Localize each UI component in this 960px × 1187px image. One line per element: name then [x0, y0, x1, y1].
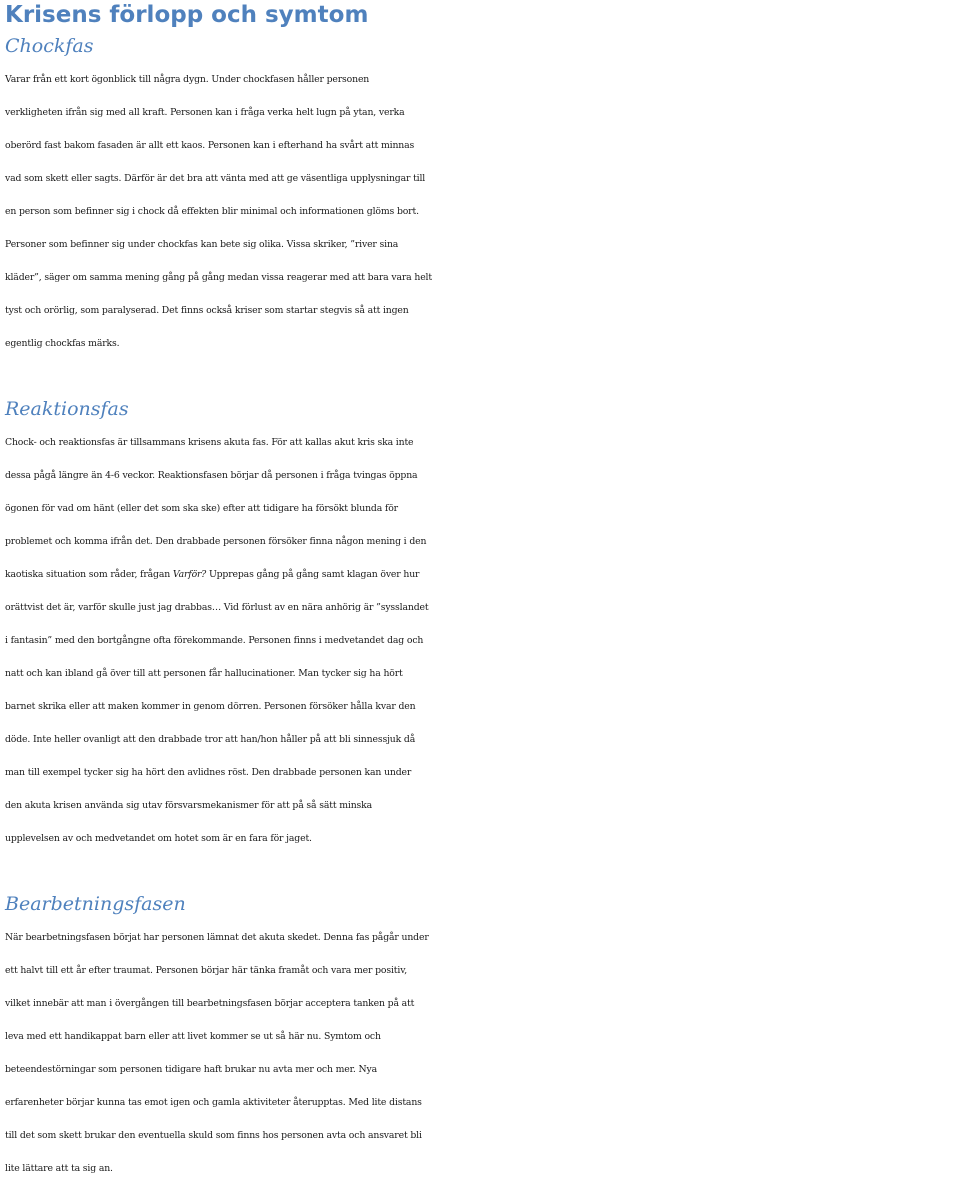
section-chockfas: [5, 30, 960, 360]
text-line: vilket innebär att man i övergången till bearbetningsfasen börjar acceptera tanken på att: [5, 998, 415, 1009]
text-line: kläder”, säger om samma mening gång på gång medan vissa reagerar med att bara vara helt: [5, 272, 432, 283]
section-spacer: [5, 360, 960, 393]
text-line: ett halvt till ett år efter traumat. Personen börjar här tänka framåt och vara mer positiv,: [5, 965, 408, 976]
text-line: upplevelsen av och medvetandet om hotet som är en fara för jaget.: [5, 833, 312, 844]
text-line: barnet skrika eller att maken kommer in genom dörren. Personen försöker hålla kvar den: [5, 701, 416, 712]
text-line: den akuta krisen använda sig utav försvarsmekanismer för att på så sätt minska: [5, 800, 373, 811]
text-line: Varar från ett kort ögonblick till några dygn. Under chockfasen håller personen: [5, 74, 370, 85]
section-bearbetningsfasen: [5, 888, 960, 1185]
document-page: [5, 0, 960, 1185]
italic-question: Varför?: [172, 569, 207, 580]
text-line: till det som skett brukar den eventuella skuld som finns hos personen avta och ansvaret bli: [5, 1130, 422, 1141]
text-line: vad som skett eller sagts. Därför är det bra att vänta med att ge väsentliga upplysningar till: [5, 173, 426, 184]
text-line: egentlig chockfas märks.: [5, 338, 120, 349]
text-line: problemet och komma ifrån det. Den drabbade personen försöker finna någon mening i den: [5, 536, 427, 547]
text-line: ögonen för vad om hänt (eller det som ska ske) efter att tidigare ha försökt blunda för: [5, 503, 398, 514]
text-run: kaotiska situation som råder, frågan: [5, 569, 173, 580]
section-spacer: [5, 855, 960, 888]
text-line: När bearbetningsfasen börjat har personen lämnat det akuta skedet. Denna fas pågår under: [5, 932, 429, 943]
text-line: Chock- och reaktionsfas är tillsammans krisens akuta fas. För att kallas akut kris ska inte: [5, 437, 414, 448]
text-line: orättvist det är, varför skulle just jag drabbas… Vid förlust av en nära anhörig är ”sysslandet: [5, 602, 429, 613]
section-reaktionsfas: [5, 393, 960, 855]
text-line-mixed: [5, 558, 960, 591]
text-line: man till exempel tycker sig ha hört den avlidnes röst. Den drabbade personen kan under: [5, 767, 412, 778]
document-title: Krisens förlopp och symtom: [5, 2, 369, 28]
section-heading: Bearbetningsfasen: [5, 893, 186, 915]
text-line: dessa pågå längre än 4-6 veckor. Reaktionsfasen börjar då personen i fråga tvingas öppna: [5, 470, 418, 481]
text-line: Personer som befinner sig under chockfas kan bete sig olika. Vissa skriker, ”river sina: [5, 239, 399, 250]
section-body: [5, 63, 960, 360]
section-body: [5, 426, 960, 855]
text-line: erfarenheter börjar kunna tas emot igen och gamla aktiviteter återupptas. Med lite distans: [5, 1097, 422, 1108]
text-line: oberörd fast bakom fasaden är allt ett kaos. Personen kan i efterhand ha svårt att minnas: [5, 140, 415, 151]
text-line: beteendestörningar som personen tidigare haft brukar nu avta mer och mer. Nya: [5, 1064, 377, 1075]
text-line: döde. Inte heller ovanligt att den drabbade tror att han/hon håller på att bli sinnessjuk då: [5, 734, 416, 745]
text-line: en person som befinner sig i chock då effekten blir minimal och informationen glöms bort.: [5, 206, 419, 217]
text-line: tyst och orörlig, som paralyserad. Det finns också kriser som startar stegvis så att ingen: [5, 305, 409, 316]
section-body: [5, 921, 960, 1185]
text-line: natt och kan ibland gå över till att personen får hallucinationer. Man tycker sig ha hört: [5, 668, 403, 679]
text-line: leva med ett handikappat barn eller att livet kommer se ut så här nu. Symtom och: [5, 1031, 381, 1042]
section-heading: Chockfas: [5, 35, 94, 57]
section-heading: Reaktionsfas: [5, 398, 129, 420]
text-line: lite lättare att ta sig an.: [5, 1163, 113, 1174]
text-line: i fantasin” med den bortgångne ofta förekommande. Personen finns i medvetandet dag och: [5, 635, 424, 646]
text-run: Upprepas gång på gång samt klagan över hur: [206, 569, 420, 580]
text-line: verkligheten ifrån sig med all kraft. Personen kan i fråga verka helt lugn på ytan, verka: [5, 107, 405, 118]
